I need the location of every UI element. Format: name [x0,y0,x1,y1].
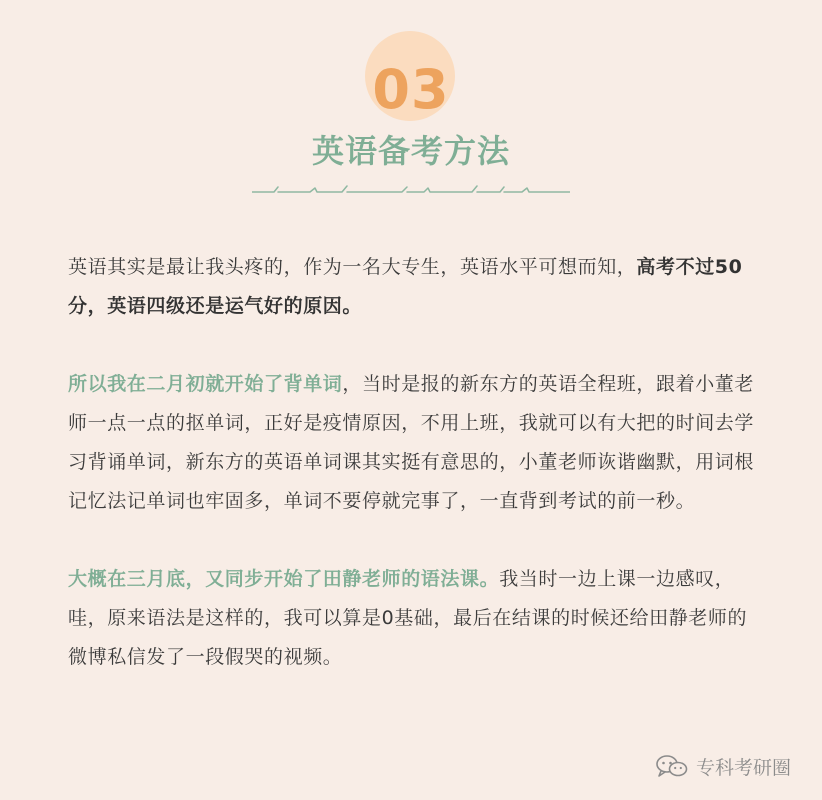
article-content [68,248,758,677]
paragraph-2 [68,365,758,521]
paragraph-3-highlight: 大概在三月底，又同步开始了田静老师的语法课。 [68,568,500,590]
paragraph-1-text: 英语其实是最让我头疼的，作为一名大专生，英语水平可想而知， [68,256,637,278]
paragraph-3-text: 我当时一边上课一边感叹，哇，原来语法是这样的，我可以算是0基础，最后在结课的时候还给田静老师的微博私信发了一段假哭的视频。 [68,568,748,668]
paragraph-2-text: ，当时是报的新东方的英语全程班，跟着小董老师一点一点的抠单词，正好是疫情原因，不用上班，我就可以有大把的时间去学习背诵单词，新东方的英语单词课其实挺有意思的，小董老师诙谐幽默，用词根记忆法记单词也牢固多，单词不要停就完事了，一直背到考试的前一秒。 [68,373,755,512]
watermark [654,752,791,780]
watermark-label: 专科考研圈 [696,756,792,779]
section-number: 03 [372,58,450,121]
paragraph-1-bold-text: 高考不过50分，英语四级还是运气好的原因。 [68,256,743,317]
paragraph-2-highlight: 所以我在二月初就开始了背单词 [68,373,343,395]
paragraph-3 [68,560,758,677]
section-header [0,0,822,210]
paragraph-1 [68,248,758,326]
section-title: 英语备考方法 [311,132,510,170]
decorative-divider [252,180,570,196]
wechat-icon [654,753,690,779]
